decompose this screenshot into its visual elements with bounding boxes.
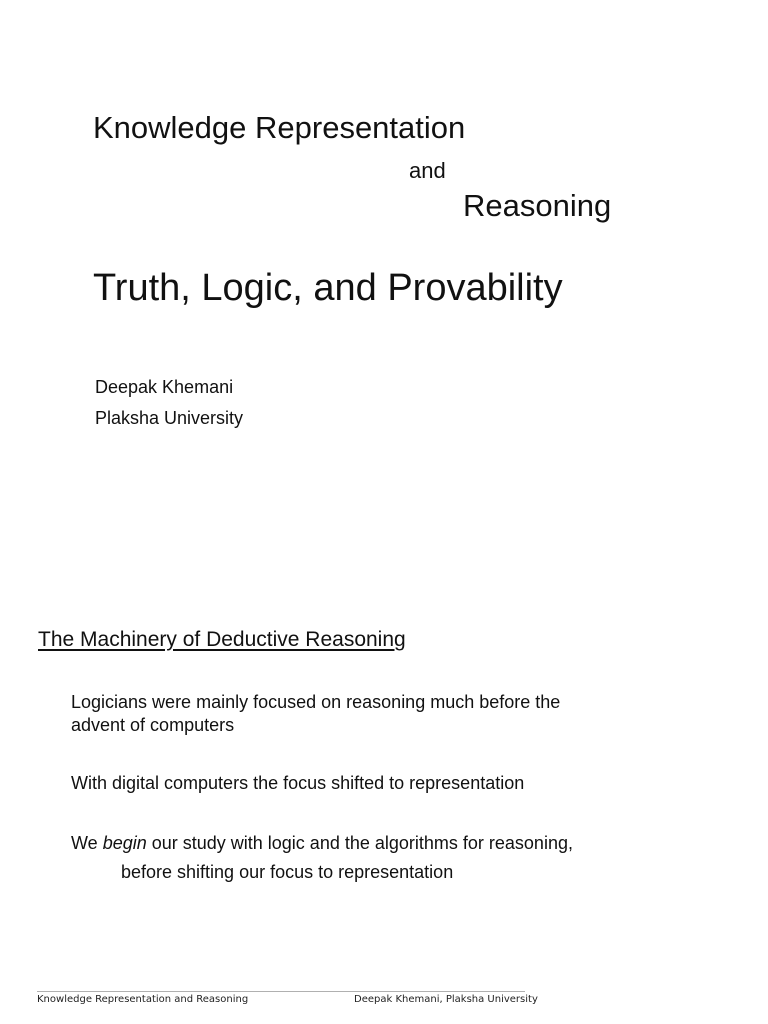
title-line-1: Knowledge Representation <box>93 110 466 145</box>
paragraph-3-post: our study with logic and the algorithms for reasoning, <box>146 833 573 853</box>
paragraph-1 <box>71 691 560 737</box>
paragraph-3-line-2: before shifting our focus to representation <box>121 862 454 882</box>
paragraph-3-pre: We <box>71 833 103 853</box>
footer-course-title: Knowledge Representation and Reasoning <box>37 994 249 1005</box>
paragraph-3-emphasis: begin <box>102 833 147 853</box>
paragraph-1-line-1: Logicians were mainly focused on reasoning much before the <box>71 692 561 712</box>
paragraph-2: With digital computers the focus shifted to representation <box>71 773 525 793</box>
footer-divider <box>37 991 525 992</box>
title-and: and <box>409 158 446 183</box>
paragraph-3 <box>71 832 573 855</box>
title-line-2: Reasoning <box>463 188 612 223</box>
author-affiliation: Plaksha University <box>95 408 244 428</box>
paragraph-1-line-2: advent of computers <box>71 715 235 735</box>
footer-author: Deepak Khemani, Plaksha University <box>354 994 538 1005</box>
author-name: Deepak Khemani <box>95 377 234 397</box>
section-heading: The Machinery of Deductive Reasoning <box>38 628 406 651</box>
slide-subtitle: Truth, Logic, and Provability <box>93 267 563 309</box>
